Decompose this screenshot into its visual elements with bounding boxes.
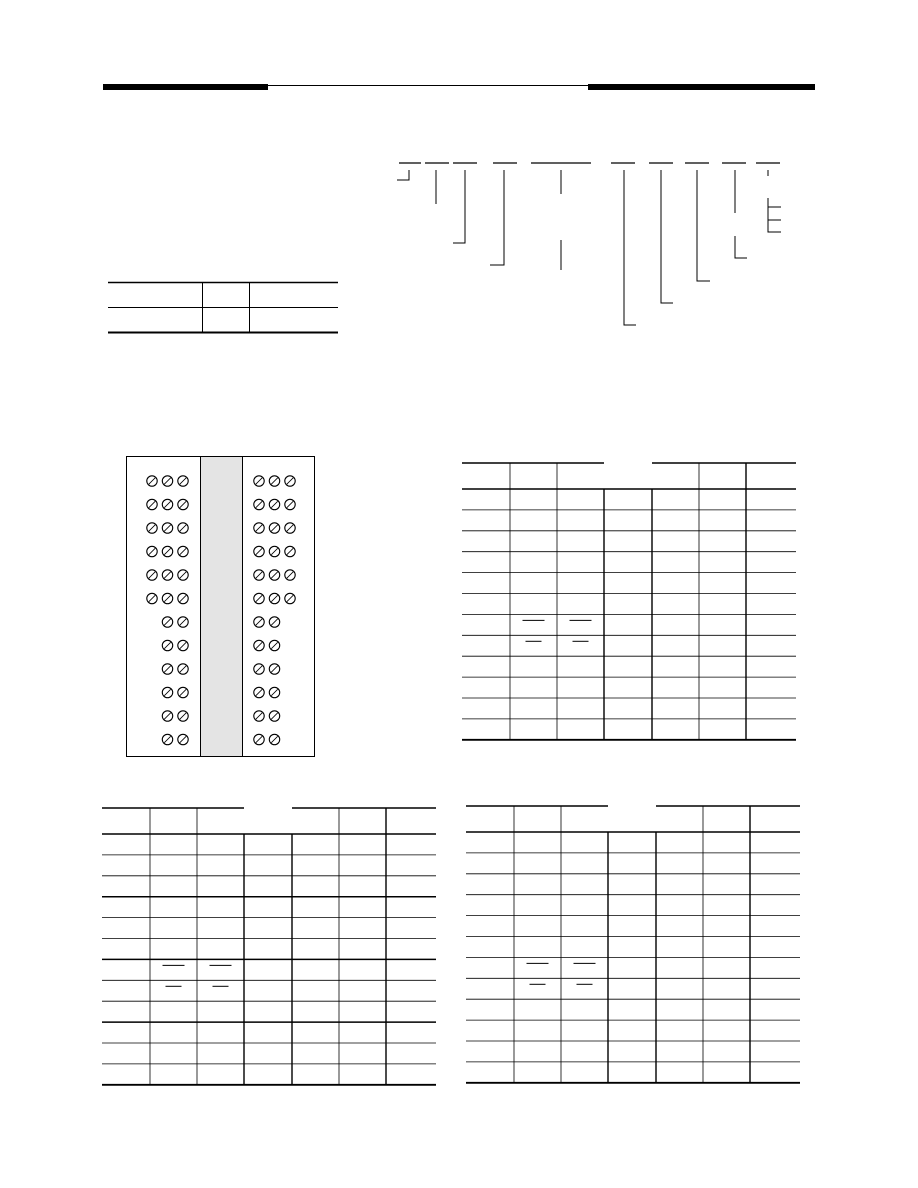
ball-right-2-1	[254, 499, 264, 509]
ball-right-10-1	[254, 687, 264, 697]
ball-left-2-2	[162, 499, 172, 509]
part-number-diagram	[0, 0, 918, 400]
ball-left-9-1	[162, 664, 172, 674]
ball-left-5-2	[162, 570, 172, 580]
ball-right-1-2	[269, 476, 279, 486]
pn-leader-9b	[735, 236, 747, 258]
ball-right-5-3	[285, 570, 295, 580]
ball-right-5-2	[269, 570, 279, 580]
ball-left-6-1	[147, 593, 157, 603]
pn-leader-6	[624, 170, 636, 325]
ball-grid	[127, 457, 314, 756]
ball-right-2-2	[269, 499, 279, 509]
pn-leader-3	[453, 170, 465, 243]
pn-leader-10b	[768, 198, 781, 232]
ball-right-8-1	[254, 640, 264, 650]
pin-configuration-diagram	[126, 456, 315, 757]
ball-right-9-2	[269, 664, 279, 674]
ball-right-5-1	[254, 570, 264, 580]
ball-left-5-3	[178, 570, 188, 580]
ball-right-11-2	[269, 711, 279, 721]
pn-leader-1	[397, 170, 409, 180]
ball-right-3-3	[285, 523, 295, 533]
ball-left-3-3	[178, 523, 188, 533]
ball-right-3-1	[254, 523, 264, 533]
ball-left-7-2	[178, 617, 188, 627]
ball-right-10-2	[269, 687, 279, 697]
ball-left-8-2	[178, 640, 188, 650]
ball-left-12-2	[178, 734, 188, 744]
ball-right-6-3	[285, 593, 295, 603]
ball-right-4-3	[285, 546, 295, 556]
ball-left-6-3	[178, 593, 188, 603]
ball-left-1-3	[178, 476, 188, 486]
ball-left-2-3	[178, 499, 188, 509]
ball-left-1-2	[162, 476, 172, 486]
ball-table-top-right	[460, 460, 800, 747]
ball-right-12-1	[254, 734, 264, 744]
ball-right-6-1	[254, 593, 264, 603]
ball-table-bottom-right	[464, 803, 804, 1090]
ball-right-12-2	[269, 734, 279, 744]
speed-table	[106, 280, 340, 336]
ball-left-3-1	[147, 523, 157, 533]
ball-left-1-1	[147, 476, 157, 486]
ball-right-7-2	[269, 617, 279, 627]
pn-leader-8	[697, 170, 710, 281]
ball-left-8-1	[162, 640, 172, 650]
ball-left-7-1	[162, 617, 172, 627]
ball-right-1-3	[285, 476, 295, 486]
ball-left-4-3	[178, 546, 188, 556]
ball-table-bottom-left	[100, 805, 440, 1092]
ball-left-4-2	[162, 546, 172, 556]
pn-leader-4	[490, 170, 504, 265]
ball-right-11-1	[254, 711, 264, 721]
ball-left-6-2	[162, 593, 172, 603]
ball-left-9-2	[178, 664, 188, 674]
ball-left-11-2	[178, 711, 188, 721]
ball-left-10-2	[178, 687, 188, 697]
ball-right-9-1	[254, 664, 264, 674]
ball-left-11-1	[162, 711, 172, 721]
ball-right-4-1	[254, 546, 264, 556]
ball-left-10-1	[162, 687, 172, 697]
ball-right-2-3	[285, 499, 295, 509]
ball-left-4-1	[147, 546, 157, 556]
ball-right-1-1	[254, 476, 264, 486]
ball-left-12-1	[162, 734, 172, 744]
ball-right-4-2	[269, 546, 279, 556]
ball-right-6-2	[269, 593, 279, 603]
ball-left-5-1	[147, 570, 157, 580]
ball-right-3-2	[269, 523, 279, 533]
ball-right-7-1	[254, 617, 264, 627]
pn-leader-7	[661, 170, 673, 303]
ball-left-3-2	[162, 523, 172, 533]
ball-right-8-2	[269, 640, 279, 650]
part-number-leaders	[397, 170, 781, 325]
ball-left-2-1	[147, 499, 157, 509]
